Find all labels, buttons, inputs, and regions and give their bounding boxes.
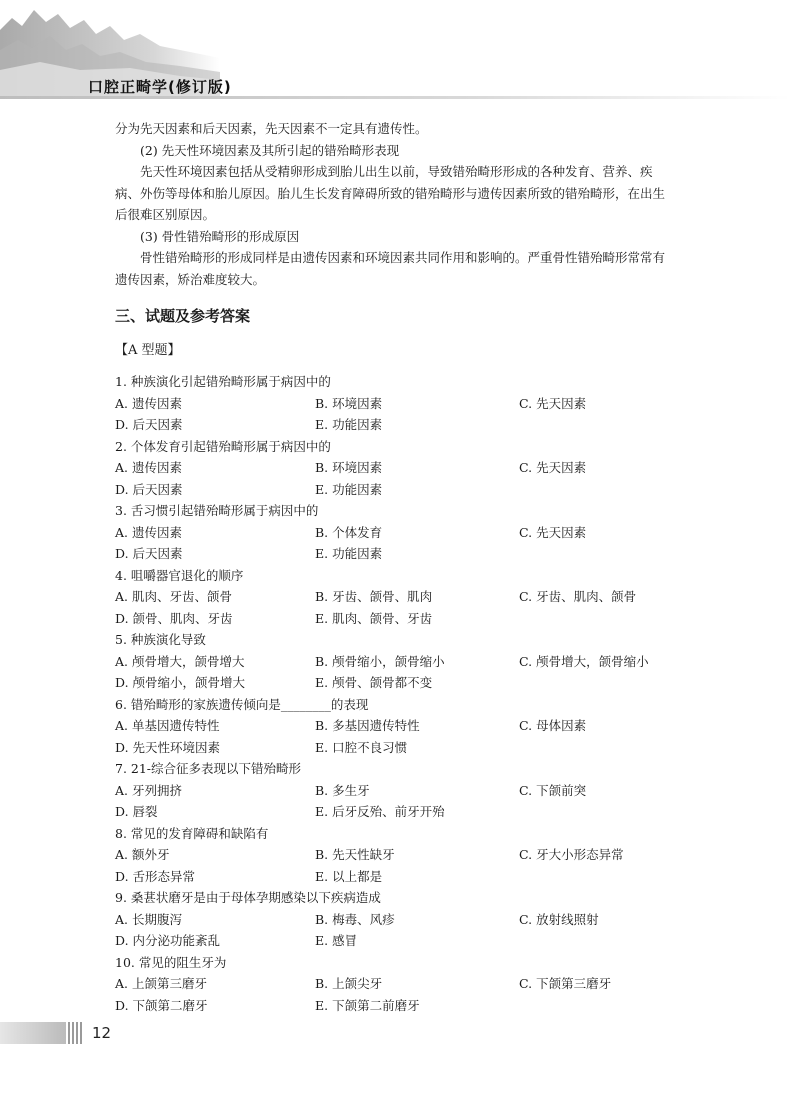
answer-option: C. 放射线照射 — [519, 911, 599, 927]
answer-option: A. 肌肉、牙齿、颌骨 — [115, 589, 232, 604]
answer-option: C. 先天因素 — [519, 395, 587, 411]
answer-option: C. 先天因素 — [519, 460, 587, 475]
intro-paragraph: (2) 先天性环境因素及其所引起的错殆畸形表现 — [140, 142, 400, 158]
question-stem: 1. 种族演化引起错殆畸形属于病因中的 — [115, 374, 331, 389]
question-options — [115, 780, 675, 823]
page-number: 12 — [92, 1024, 112, 1042]
answer-option: E. 感冒 — [315, 933, 358, 948]
question-options — [115, 393, 675, 436]
answer-option: C. 先天因素 — [519, 524, 587, 540]
answer-option: C. 母体因素 — [519, 718, 587, 733]
question-stem: 7. 21-综合征多表现以下错殆畸形 — [115, 761, 302, 776]
answer-option: C. 牙大小形态异常 — [519, 847, 624, 862]
answer-option: B. 环境因素 — [315, 395, 383, 411]
footer-bar — [0, 1022, 66, 1044]
intro-paragraph: 先天性环境因素包括从受精卵形成到胎儿出生以前，导致错殆畸形形成的各种发育、营养、疾病、外伤等母体和胎儿原因。胎儿生长发育障碍所致的错殆畸形与遗传因素所致的错殆畸形，在出生后很难区别原因。 — [115, 164, 666, 222]
answer-option: B. 先天性缺牙 — [315, 847, 395, 862]
answer-option: A. 单基因遗传特性 — [115, 718, 220, 733]
intro-paragraph: 骨性错殆畸形的形成同样是由遗传因素和环境因素共同作用和影响的。严重骨性错殆畸形常常有遗传因素，矫治难度较大。 — [115, 250, 666, 287]
answer-option: A. 牙列拥挤 — [115, 782, 182, 798]
question-options — [115, 844, 675, 887]
answer-option: D. 颌骨、肌肉、牙齿 — [115, 610, 233, 626]
answer-option: B. 颅骨缩小，颌骨缩小 — [315, 653, 445, 669]
section-title: 三、试题及参考答案 — [115, 307, 251, 325]
answer-option: D. 唇裂 — [115, 804, 158, 819]
question-stem: 8. 常见的发育障碍和缺陷有 — [115, 825, 269, 841]
question-list — [115, 371, 675, 1016]
answer-option: E. 功能因素 — [315, 417, 383, 432]
question-options — [115, 651, 675, 694]
answer-option: A. 额外牙 — [115, 847, 170, 862]
question-options — [115, 586, 675, 629]
question-options — [115, 457, 675, 500]
answer-option: D. 下颌第二磨牙 — [115, 997, 208, 1013]
answer-option: A. 长期腹泻 — [115, 911, 182, 927]
answer-option: E. 颅骨、颌骨都不变 — [315, 675, 433, 690]
answer-option: C. 牙齿、肌肉、颌骨 — [519, 589, 637, 604]
question-options — [115, 909, 675, 952]
question-stem: 3. 舌习惯引起错殆畸形属于病因中的 — [115, 503, 319, 518]
question-options — [115, 973, 675, 1016]
answer-option: B. 梅毒、风疹 — [315, 911, 395, 927]
question-stem: 6. 错殆畸形的家族遗传倾向是________的表现 — [115, 696, 369, 712]
answer-option: B. 上颌尖牙 — [315, 976, 383, 991]
answer-option: C. 颅骨增大，颌骨缩小 — [519, 653, 649, 669]
answer-option: A. 遗传因素 — [115, 524, 182, 540]
answer-option: C. 下颌第三磨牙 — [519, 976, 612, 991]
answer-option: D. 后天因素 — [115, 481, 183, 497]
answer-option: A. 遗传因素 — [115, 395, 182, 411]
intro-text — [115, 118, 675, 290]
question-type-title: 【A 型题】 — [115, 342, 181, 358]
answer-option: E. 功能因素 — [315, 481, 383, 497]
answer-option: D. 先天性环境因素 — [115, 739, 221, 755]
answer-option: B. 个体发育 — [315, 524, 383, 540]
answer-option: A. 上颌第三磨牙 — [115, 976, 207, 991]
question-options — [115, 715, 675, 758]
page-header — [0, 0, 790, 115]
book-title: 口腔正畸学(修订版) — [88, 78, 232, 96]
intro-paragraph: (3) 骨性错殆畸形的形成原因 — [140, 228, 300, 244]
question-stem: 4. 咀嚼器官退化的顺序 — [115, 567, 244, 583]
answer-option: A. 颅骨增大，颌骨增大 — [115, 653, 245, 669]
footer-stripes — [68, 1022, 84, 1044]
answer-option: B. 多生牙 — [315, 782, 370, 798]
answer-option: B. 环境因素 — [315, 460, 383, 475]
answer-option: E. 口腔不良习惯 — [315, 739, 408, 755]
answer-option: B. 多基因遗传特性 — [315, 718, 420, 733]
answer-option: E. 肌肉、颌骨、牙齿 — [315, 610, 433, 626]
answer-option: E. 以上都是 — [315, 868, 383, 884]
question-stem: 9. 桑葚状磨牙是由于母体孕期感染以下疾病造成 — [115, 890, 381, 905]
question-options — [115, 522, 675, 565]
answer-option: E. 下颌第二前磨牙 — [315, 997, 420, 1013]
question-stem: 5. 种族演化导致 — [115, 632, 206, 647]
answer-option: A. 遗传因素 — [115, 460, 182, 475]
answer-option: E. 后牙反殆、前牙开殆 — [315, 804, 445, 819]
answer-option: D. 后天因素 — [115, 546, 183, 561]
question-stem: 2. 个体发育引起错殆畸形属于病因中的 — [115, 438, 331, 454]
answer-option: E. 功能因素 — [315, 546, 383, 561]
answer-option: C. 下颌前突 — [519, 782, 587, 798]
answer-option: D. 后天因素 — [115, 417, 183, 432]
answer-option: D. 颅骨缩小，颌骨增大 — [115, 675, 246, 690]
intro-paragraph: 分为先天因素和后天因素，先天因素不一定具有遗传性。 — [115, 121, 428, 136]
answer-option: D. 内分泌功能紊乱 — [115, 933, 221, 948]
question-stem: 10. 常见的阻生牙为 — [115, 954, 227, 970]
answer-option: B. 牙齿、颌骨、肌肉 — [315, 589, 433, 604]
page-content — [115, 118, 675, 1016]
answer-option: D. 舌形态异常 — [115, 868, 196, 884]
